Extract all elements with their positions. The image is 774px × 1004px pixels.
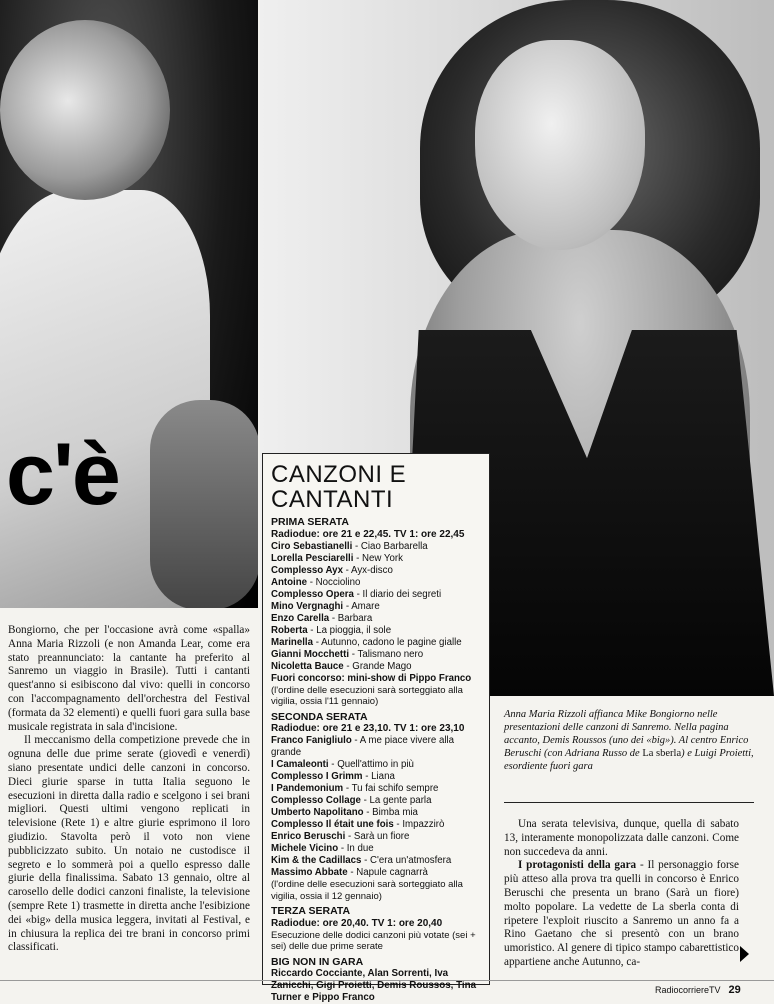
right-column-text [504, 818, 739, 970]
list-item: Kim & the Cadillacs - C'era un'atmosfera [271, 855, 452, 866]
list-item: Enrico Beruschi - Sarà un fiore [271, 831, 410, 842]
headline-fragment: c'è [6, 424, 119, 523]
list-item: Complesso I Grimm - Liana [271, 771, 395, 782]
list-item: Marinella - Autunno, cadono le pagine gialle [271, 636, 462, 648]
list-item: Complesso Opera - Il diario dei segreti [271, 588, 442, 600]
list-item: I Camaleonti - Quell'attimo in più [271, 759, 414, 770]
caption-divider [504, 802, 754, 803]
list-item: Gianni Mocchetti - Talismano nero [271, 648, 424, 660]
second-evening-note: (l'ordine delle esecuzioni sarà sorteggiato alla vigilia, ossia il 12 gennaio) [271, 879, 463, 902]
list-item: I Pandemonium - Tu fai schifo sempre [271, 783, 439, 794]
big-guests-title: BIG NON IN GARA [271, 955, 364, 968]
left-column-text [8, 624, 250, 955]
list-item: Massimo Abbate - Napule cagnarrà [271, 867, 428, 878]
page-number: 29 [728, 984, 741, 996]
right-paragraph-2: I protagonisti della gara - Il personaggio forse più atteso alla prova tra quelli in concorso è Enrico Beruschi che presenta un brano (Sarà un fiore) molto popolare. La vedette de La sberla conta di ripetere l'exploit riuscito a Sanremo un anno fa a Rino Gaetano che si presentò con un brano umoristico. Al genere di tipico stampo cabarettistico appartiene anche Autunno, ca- [504, 859, 739, 968]
first-evening-title: PRIMA SERATA [271, 516, 349, 528]
list-item: Enzo Carella - Barbara [271, 612, 373, 624]
right-paragraph-1: Una serata televisiva, dunque, quella di sabato 13, interamente monopolizzata dalle canzoni. Come non succedeva da anni. [504, 818, 739, 858]
left-paragraph-1: Bongiorno, che per l'occasione avrà come «spalla» Anna Maria Rizzoli (e non Amanda Lear, come era stato preannunciato: la cantante ha preferito al Sanremo un viaggio in Brasile). Tutti i cantanti quest'anno si esibiscono dal vivo: quelli in concorso con l'accompagnamento dell'orchestra del Festival (formata da 32 elementi) e quelli fuori gara sulla base musicale registrata in sala d'incisione. [8, 624, 250, 733]
list-item: Roberta - La pioggia, il sole [271, 624, 392, 636]
second-evening-list [271, 735, 483, 879]
list-item: Nicoletta Bauce - Grande Mago [271, 660, 412, 672]
list-item: Antoine - Nocciolino [271, 576, 361, 588]
list-item: Umberto Napolitano - Bimba mia [271, 807, 418, 818]
list-item: Complesso Ayx - Ayx-disco [271, 564, 393, 576]
box-title-line-2: CANTANTI [271, 486, 394, 513]
third-evening-title: TERZA SERATA [271, 905, 351, 917]
photo-arm [150, 400, 258, 608]
magazine-name: RadiocorriereTV [655, 985, 721, 995]
list-item: Franco Fanigliulo - A me piace vivere alla grande [271, 735, 455, 758]
list-item: Lorella Pesciarelli - New York [271, 552, 403, 564]
photo-face [475, 40, 645, 250]
photo-head [0, 20, 170, 200]
box-title [271, 462, 483, 512]
box-title-line-1: CANZONI E [271, 461, 407, 488]
first-evening-schedule: Radiodue: ore 21 e 22,45. TV 1: ore 22,45 [271, 528, 465, 540]
left-paragraph-2: Il meccanismo della competizione prevede che in ognuna delle due prime serate (giovedì e venerdì) siano presentate undici delle canzoni in concorso. Dieci giurie sparse in tutta Italia seguono le esecuzioni in diretta dalla radio e scelgono i sei brani migliori. Questi ultimi vengono replicati in televisione (Rete 1) e altre giurie esprimono il loro giudizio. Stavolta però il voto non viene pubblicizzato subito. Un notaio ne custodisce il segreto e lo sommerà poi a quello espresso dalle giurie della finalissima. Sabato 13 gennaio, oltre al carosello delle dodici canzoni finaliste, la televisione (sempre Rete 1) trasmette in diretta anche l'esibizione dei «big» della musica leggera, invitati al Festival, e in chiusura la replica dei tre brani in concorso primi classificati. [8, 734, 250, 954]
list-item: Mino Vergnaghi - Amare [271, 600, 380, 612]
list-item: Complesso Collage - La gente parla [271, 795, 432, 806]
big-guests-names: Riccardo Cocciante, Alan Sorrenti, Iva Zanicchi, Gigi Proietti, Demis Roussos, Tina Turner e Pippo Franco [271, 968, 477, 1003]
third-evening-note: Esecuzione delle dodici canzoni più votate (sei + sei) delle due prime serate [271, 929, 476, 952]
second-evening-schedule: Radiodue: ore 21 e 23,10. TV 1: ore 23,10 [271, 723, 465, 734]
first-evening-extra: Fuori concorso: mini-show di Pippo Franco [271, 672, 472, 684]
songs-and-singers-box [262, 453, 490, 1003]
footer-divider [0, 980, 774, 981]
list-item: Michele Vicino - In due [271, 843, 374, 854]
first-evening-list [271, 541, 483, 673]
second-evening-title: SECONDA SERATA [271, 710, 368, 723]
list-item: Complesso Il était une fois - Impazzirò [271, 819, 445, 830]
page-footer [655, 984, 741, 996]
third-evening-schedule: Radiodue: ore 20,40. TV 1: ore 20,40 [271, 917, 443, 929]
photo-caption: Anna Maria Rizzoli affianca Mike Bongiorno nelle presentazioni delle canzoni di Sanremo. Nella pagina accanto, Demis Roussos (uno dei «big»). Al centro Enrico Beruschi (con Adriana Russo de La sberla) e Luigi Proietti, esordiente fuori gara [504, 709, 754, 772]
subhead: I protagonisti della gara [518, 859, 637, 872]
list-item: Ciro Sebastianelli - Ciao Barbarella [271, 540, 428, 552]
continue-arrow-icon [740, 946, 749, 962]
first-evening-note: (l'ordine delle esecuzioni sarà sorteggiato alla vigilia, ossia l'11 gennaio) [271, 684, 463, 707]
